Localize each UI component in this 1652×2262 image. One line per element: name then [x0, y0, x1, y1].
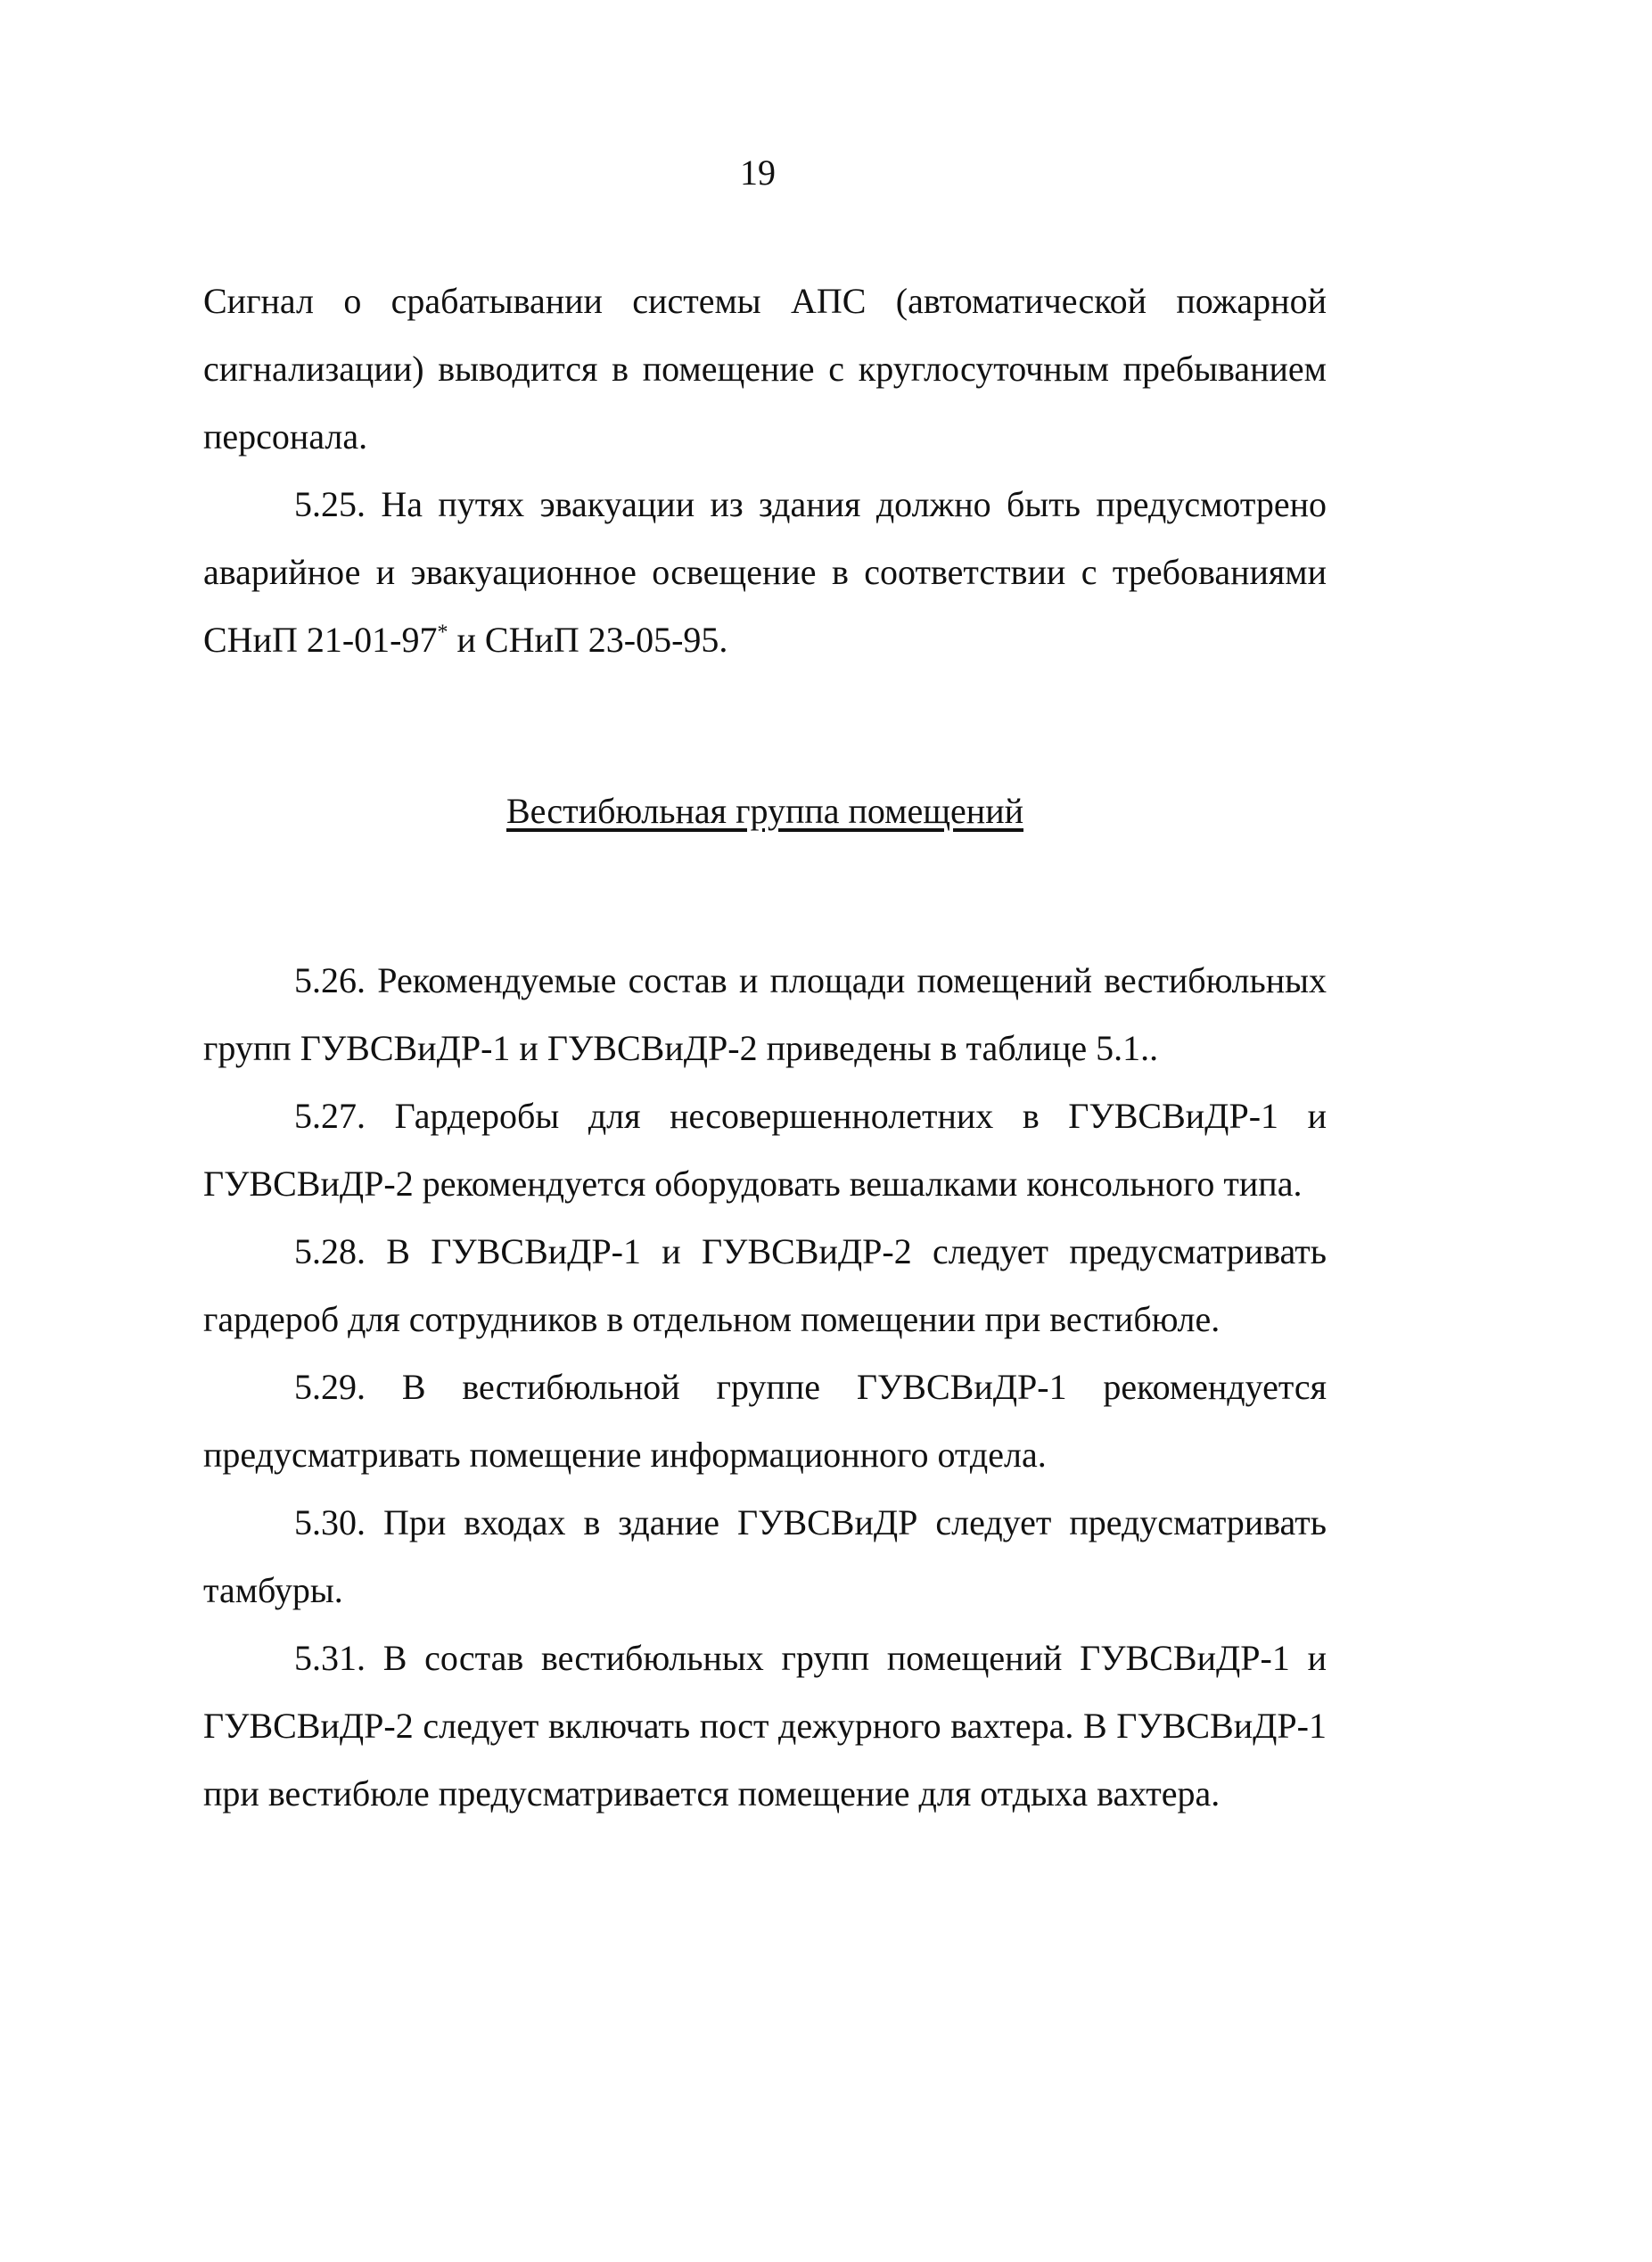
- footnote-asterisk: *: [437, 621, 448, 645]
- paragraph-5-25-text: 5.25. На путях эвакуации из здания должно быть предусмотрено аварийное и эвакуационное освещение в соответствии с требованиями СНиП 21-01-97: [203, 484, 1327, 660]
- section-heading-text: Вестибюльная группа помещений: [506, 791, 1023, 831]
- paragraph-5-31: 5.31. В состав вестибюльных групп помещений ГУВСВиДР-1 и ГУВСВиДР-2 следует включать пост дежурного вахтера. В ГУВСВиДР-1 при вестибюле предусматривается помещение для отдыха вахтера.: [203, 1638, 1327, 1814]
- paragraph-5-29: 5.29. В вестибюльной группе ГУВСВиДР-1 рекомендуется предусматривать помещение информационного отдела.: [203, 1367, 1327, 1475]
- page-number: 19: [740, 152, 776, 193]
- paragraph-5-25: [203, 471, 1327, 674]
- paragraph-5-28: 5.28. В ГУВСВиДР-1 и ГУВСВиДР-2 следует предусматривать гардероб для сотрудников в отдельном помещении при вестибюле.: [203, 1231, 1327, 1339]
- paragraph-5-25-tail: и СНиП 23-05-95.: [448, 620, 728, 660]
- paragraph-5-26: 5.26. Рекомендуемые состав и площади помещений вестибюльных групп ГУВСВиДР-1 и ГУВСВиДР-2 приведены в таблице 5.1..: [203, 960, 1327, 1068]
- paragraph-5-30: 5.30. При входах в здание ГУВСВиДР следует предусматривать тамбуры.: [203, 1502, 1327, 1610]
- paragraph-5-27: 5.27. Гардеробы для несовершеннолетних в ГУВСВиДР-1 и ГУВСВиДР-2 рекомендуется оборудовать вешалками консольного типа.: [203, 1096, 1327, 1204]
- document-body: [203, 267, 1327, 1828]
- section-heading: [203, 777, 1327, 845]
- paragraph-signal: Сигнал о срабатывании системы АПС (автоматической пожарной сигнализации) выводится в помещение с круглосуточным пребыванием персонала.: [203, 281, 1327, 457]
